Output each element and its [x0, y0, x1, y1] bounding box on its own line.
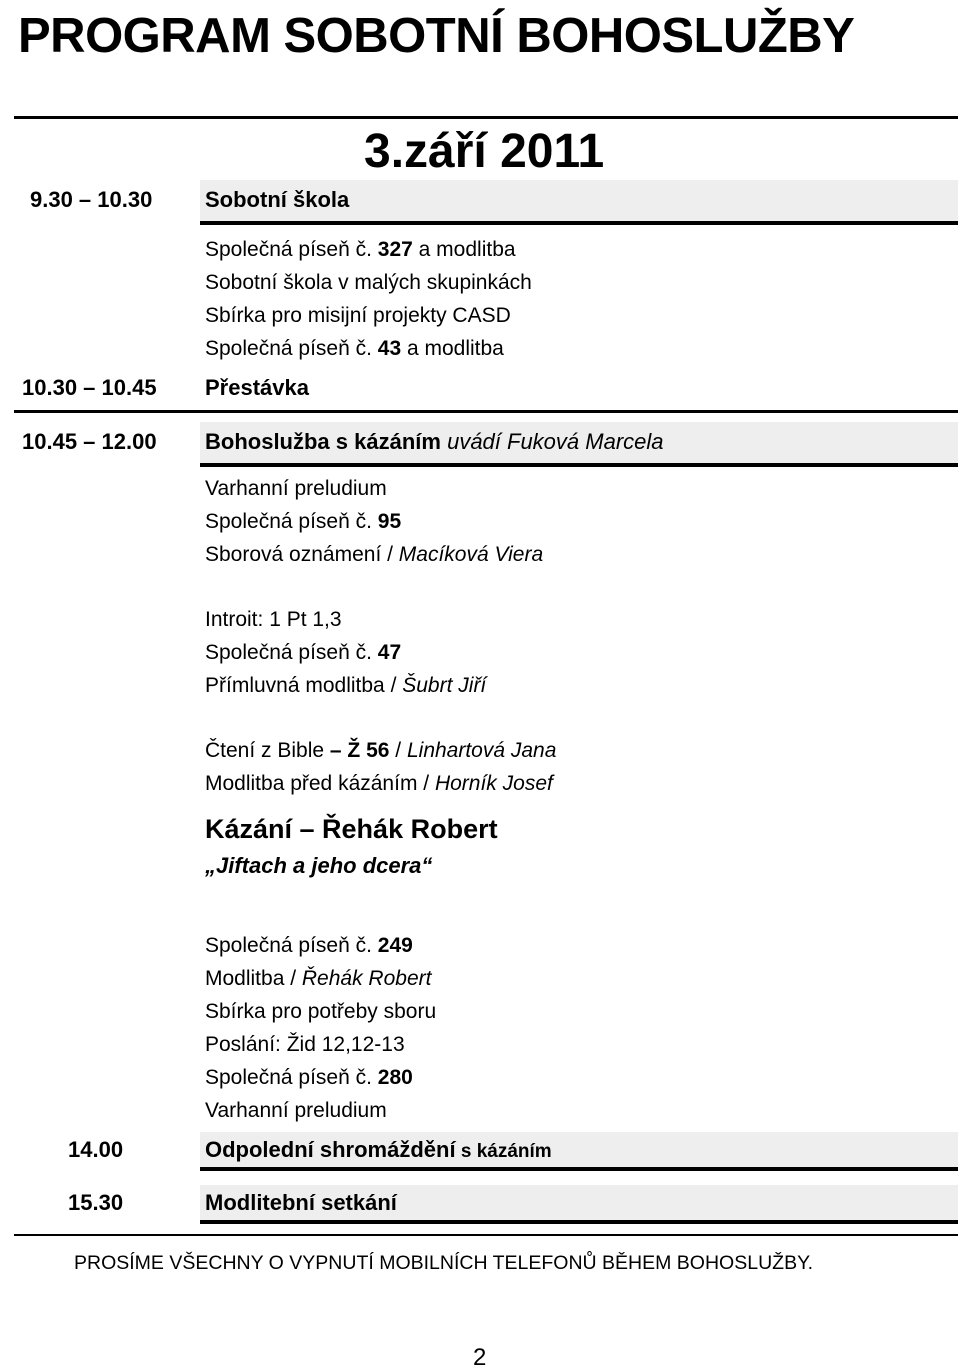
- list-item: Čtení z Bible – Ž 56 / Linhartová Jana: [205, 739, 557, 762]
- time-afternoon: 14.00: [68, 1137, 124, 1162]
- list-item: Společná píseň č. 95: [205, 510, 402, 533]
- list-item: Varhanní preludium: [205, 477, 387, 500]
- list-item: Společná píseň č. 327 a modlitba: [205, 238, 516, 261]
- list-item: Varhanní preludium: [205, 1099, 387, 1122]
- sermon-title: „Jiftach a jeho dcera“: [205, 853, 433, 878]
- list-item: Poslání: Žid 12,12-13: [205, 1033, 405, 1056]
- list-item: Modlitba / Řehák Robert: [205, 967, 432, 990]
- heading-afternoon: Odpolední shromáždění s kázáním: [205, 1137, 552, 1162]
- footer-divider: [14, 1234, 958, 1236]
- title-divider: [14, 116, 958, 119]
- list-item: Sborová oznámení / Macíková Viera: [205, 543, 544, 566]
- list-item: Introit: 1 Pt 1,3: [205, 608, 342, 631]
- section-divider: [200, 1220, 958, 1224]
- time-prayer-meeting: 15.30: [68, 1190, 124, 1215]
- list-item: Společná píseň č. 249: [205, 934, 413, 957]
- list-item: Sbírka pro potřeby sboru: [205, 1000, 437, 1023]
- page-number: 2: [473, 1344, 487, 1371]
- list-item: Společná píseň č. 47: [205, 641, 402, 664]
- notice-text: PROSÍME VŠECHNY O VYPNUTÍ MOBILNÍCH TELEFONŮ BĚHEM BOHOSLUŽBY.: [74, 1252, 813, 1274]
- list-item: Společná píseň č. 43 a modlitba: [205, 337, 504, 360]
- list-item: Sbírka pro misijní projekty CASD: [205, 304, 511, 327]
- heading-break: Přestávka: [205, 375, 309, 400]
- time-break: 10.30 – 10.45: [22, 375, 157, 400]
- date-heading: 3.září 2011: [364, 125, 605, 178]
- section-divider: [200, 1167, 958, 1171]
- time-sabbath-school: 9.30 – 10.30: [30, 187, 153, 212]
- list-item: Modlitba před kázáním / Horník Josef: [205, 772, 553, 795]
- section-divider: [14, 410, 958, 413]
- heading-sabbath-school: Sobotní škola: [205, 187, 350, 212]
- list-item: Společná píseň č. 280: [205, 1066, 413, 1089]
- section-divider: [200, 221, 958, 225]
- section-divider: [200, 463, 958, 467]
- sermon-heading: Kázání – Řehák Robert: [205, 814, 498, 844]
- list-item: Sobotní škola v malých skupinkách: [205, 271, 532, 294]
- heading-service: Bohoslužba s kázáním uvádí Fuková Marcela: [205, 429, 664, 454]
- list-item: Přímluvná modlitba / Šubrt Jiří: [205, 674, 487, 697]
- time-service: 10.45 – 12.00: [22, 429, 157, 454]
- page-title: PROGRAM SOBOTNÍ BOHOSLUŽBY: [18, 9, 855, 63]
- heading-prayer-meeting: Modlitební setkání: [205, 1190, 397, 1215]
